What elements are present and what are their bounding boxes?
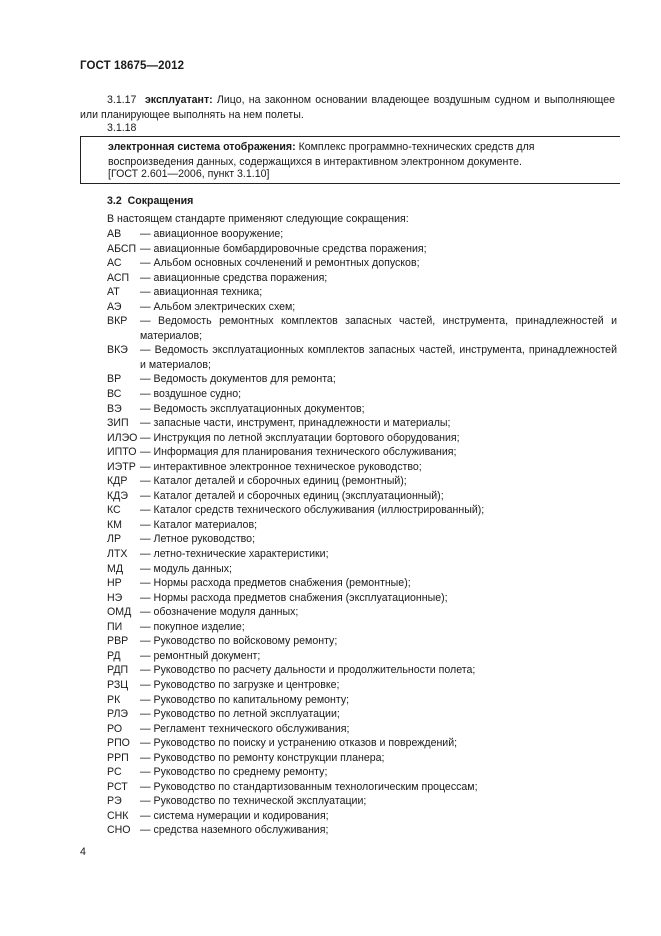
abbreviation-definition: — Руководство по расчету дальности и продолжительности полета;	[140, 664, 476, 677]
abbreviation-term: ВКР	[107, 315, 128, 328]
list-item	[107, 474, 617, 489]
list-item	[107, 285, 617, 300]
abbreviation-definition: — Ведомость эксплуатационных комплектов запасных частей, инструмента, принадлежностей и материалов;	[140, 344, 617, 371]
list-item	[107, 431, 617, 446]
clause-3-1-17	[80, 93, 615, 122]
list-item	[107, 503, 617, 518]
list-item	[107, 343, 617, 372]
abbreviation-term: ИЭТР	[107, 460, 136, 473]
abbreviation-definition: — Ведомость ремонтных комплектов запасных частей, инструмента, принадлежностей и материалов;	[140, 315, 617, 342]
list-item	[107, 562, 617, 577]
abbreviation-term: АСП	[107, 271, 130, 284]
list-item	[107, 605, 617, 620]
abbreviation-term: АВ	[107, 228, 122, 240]
list-item	[107, 300, 617, 315]
list-item	[107, 736, 617, 751]
abbreviation-definition: — авиационное вооружение;	[140, 228, 284, 240]
abbreviation-definition: — Каталог средств технического обслуживания (иллюстрированный);	[140, 504, 485, 517]
quoted-definition	[108, 140, 616, 169]
abbreviation-definition: — Нормы расхода предметов снабжения (ремонтные);	[140, 577, 411, 590]
list-item	[107, 794, 617, 809]
abbreviation-definition: — авиационные бомбардировочные средства поражения;	[140, 242, 427, 255]
list-item	[107, 722, 617, 737]
abbreviation-term: КС	[107, 504, 121, 517]
list-item	[107, 547, 617, 562]
abbreviation-definition: — Руководство по технической эксплуатации;	[140, 795, 367, 808]
clause-text: Лицо, на законном основании владеющее воздушным судном и выполняющее или планирующее выполнять на нем полеты.	[80, 94, 615, 121]
abbreviation-term: АЭ	[107, 300, 122, 313]
list-item	[107, 402, 617, 417]
abbreviation-definition: — Руководство по загрузке и центровке;	[140, 678, 340, 691]
section-title: 3.2 Сокращения	[107, 195, 194, 207]
clause-term: эксплуатант:	[144, 94, 213, 106]
abbreviation-term: РЛЭ	[107, 708, 129, 721]
abbreviation-definition: — Руководство по поиску и устранению отказов и повреждений;	[140, 737, 458, 750]
page-number: 4	[80, 846, 86, 858]
list-item	[107, 809, 617, 824]
abbreviation-term: РЭ	[107, 795, 122, 808]
abbreviation-definition: — система нумерации и кодирования;	[140, 809, 329, 822]
list-item	[107, 663, 617, 678]
clause-number: 3.1.17	[107, 94, 137, 106]
abbreviation-definition: — Регламент технического обслуживания;	[140, 722, 350, 735]
abbreviation-term: КДР	[107, 475, 128, 488]
abbreviation-term: РК	[107, 693, 121, 706]
abbreviation-definition: — Каталог деталей и сборочных единиц (ремонтный);	[140, 475, 407, 488]
abbreviation-definition: — Альбом электрических схем;	[140, 300, 296, 313]
abbreviation-term: НР	[107, 577, 122, 590]
abbreviation-definition: — Руководство по войсковому ремонту;	[140, 635, 338, 648]
abbreviation-definition: — обозначение модуля данных;	[140, 606, 299, 619]
list-item	[107, 387, 617, 402]
list-item	[107, 271, 617, 286]
abbreviation-definition: — Альбом основных сочленений и ремонтных допусков;	[140, 257, 420, 270]
list-item	[107, 372, 617, 387]
abbreviation-list	[107, 227, 617, 838]
list-item	[107, 780, 617, 795]
list-item	[107, 707, 617, 722]
abbreviation-definition: — Ведомость эксплуатационных документов;	[140, 402, 365, 415]
list-item	[107, 576, 617, 591]
abbreviation-term: ЛР	[107, 533, 122, 546]
abbreviation-definition: — летно-технические характеристики;	[140, 548, 329, 561]
abbreviation-term: ИЛЭО	[107, 431, 138, 444]
abbreviation-definition: — Летное руководство;	[140, 533, 256, 546]
abbreviation-term: ИПТО	[107, 446, 137, 459]
list-item	[107, 751, 617, 766]
list-item	[107, 620, 617, 635]
abbreviation-definition: — авиационная техника;	[140, 286, 263, 299]
abbreviation-term: РЗЦ	[107, 678, 129, 691]
abbreviation-term: МД	[107, 562, 123, 575]
list-item	[107, 649, 617, 664]
abbreviation-definition: — Руководство по ремонту конструкции планера;	[140, 751, 385, 764]
clause-3-1-18: 3.1.18	[107, 122, 137, 134]
list-item	[107, 765, 617, 780]
abbreviation-term: ОМД	[107, 606, 132, 619]
abbreviation-definition: — запасные части, инструмент, принадлежности и материалы;	[140, 417, 451, 430]
abbreviation-term: ВКЭ	[107, 344, 128, 357]
list-item	[107, 634, 617, 649]
abbreviation-term: СНО	[107, 824, 131, 837]
definition-text: Комплекс программно-технических средств для воспроизведения данных, содержащихся в интерактивном электронном документе.	[108, 141, 535, 168]
abbreviation-definition: — Руководство по стандартизованным технологическим процессам;	[140, 780, 478, 793]
abbreviation-definition: — Каталог деталей и сборочных единиц (эксплуатационный);	[140, 489, 444, 502]
document-header: ГОСТ 18675—2012	[80, 60, 185, 72]
abbreviation-term: ПИ	[107, 620, 123, 633]
abbreviation-definition: — интерактивное электронное техническое руководство;	[140, 460, 422, 473]
abbreviation-definition: — Ведомость документов для ремонта;	[140, 373, 336, 386]
abbreviation-definition: — модуль данных;	[140, 562, 232, 575]
list-item	[107, 489, 617, 504]
list-item	[107, 242, 617, 257]
list-item	[107, 227, 617, 242]
abbreviation-term: РО	[107, 722, 123, 735]
quoted-definition-box	[80, 136, 620, 184]
abbreviation-definition: — Руководство по летной эксплуатации;	[140, 708, 340, 721]
abbreviation-term: КДЭ	[107, 489, 128, 502]
abbreviation-term: РД	[107, 649, 121, 662]
list-item	[107, 693, 617, 708]
abbreviation-term: КМ	[107, 518, 122, 531]
abbreviation-term: ВС	[107, 388, 122, 401]
abbreviation-definition: — авиационные средства поражения;	[140, 271, 328, 284]
abbreviation-term: РС	[107, 766, 122, 779]
abbreviation-term: ВР	[107, 373, 122, 386]
list-item	[107, 532, 617, 547]
abbreviation-term: РДП	[107, 664, 129, 677]
abbreviation-definition: — средства наземного обслуживания;	[140, 824, 329, 837]
definition-reference: [ГОСТ 2.601—2006, пункт 3.1.10]	[108, 168, 270, 180]
abbreviation-definition: — Информация для планирования технического обслуживания;	[140, 446, 457, 459]
abbreviation-definition: — Нормы расхода предметов снабжения (эксплуатационные);	[140, 591, 448, 604]
abbreviation-term: РПО	[107, 737, 130, 750]
abbreviation-definition: — Руководство по среднему ремонту;	[140, 766, 328, 779]
abbreviation-term: АТ	[107, 286, 120, 299]
list-item	[107, 416, 617, 431]
abbreviation-term: РРП	[107, 751, 129, 764]
list-item	[107, 591, 617, 606]
list-item	[107, 256, 617, 271]
abbreviation-term: ЗИП	[107, 417, 129, 430]
abbreviation-term: АБСП	[107, 242, 137, 255]
abbreviation-definition: — ремонтный документ;	[140, 649, 261, 662]
abbreviation-definition: — Каталог материалов;	[140, 518, 258, 531]
abbreviation-definition: — покупное изделие;	[140, 620, 245, 633]
list-item	[107, 445, 617, 460]
abbreviation-definition: — воздушное судно;	[140, 388, 242, 401]
list-item	[107, 823, 617, 838]
list-item	[107, 314, 617, 343]
list-item	[107, 678, 617, 693]
list-item	[107, 518, 617, 533]
abbreviation-term: РСТ	[107, 780, 128, 793]
section-intro: В настоящем стандарте применяют следующие сокращения:	[107, 213, 409, 225]
abbreviation-term: ВЭ	[107, 402, 122, 415]
abbreviation-definition: — Руководство по капитальному ремонту;	[140, 693, 350, 706]
abbreviation-definition: — Инструкция по летной эксплуатации бортового оборудования;	[140, 431, 460, 444]
abbreviation-term: ЛТХ	[107, 548, 128, 561]
list-item	[107, 460, 617, 475]
abbreviation-term: РВР	[107, 635, 129, 648]
abbreviation-term: АС	[107, 257, 122, 270]
abbreviation-term: СНК	[107, 809, 129, 822]
definition-term: электронная система отображения:	[108, 141, 296, 153]
abbreviation-term: НЭ	[107, 591, 123, 604]
